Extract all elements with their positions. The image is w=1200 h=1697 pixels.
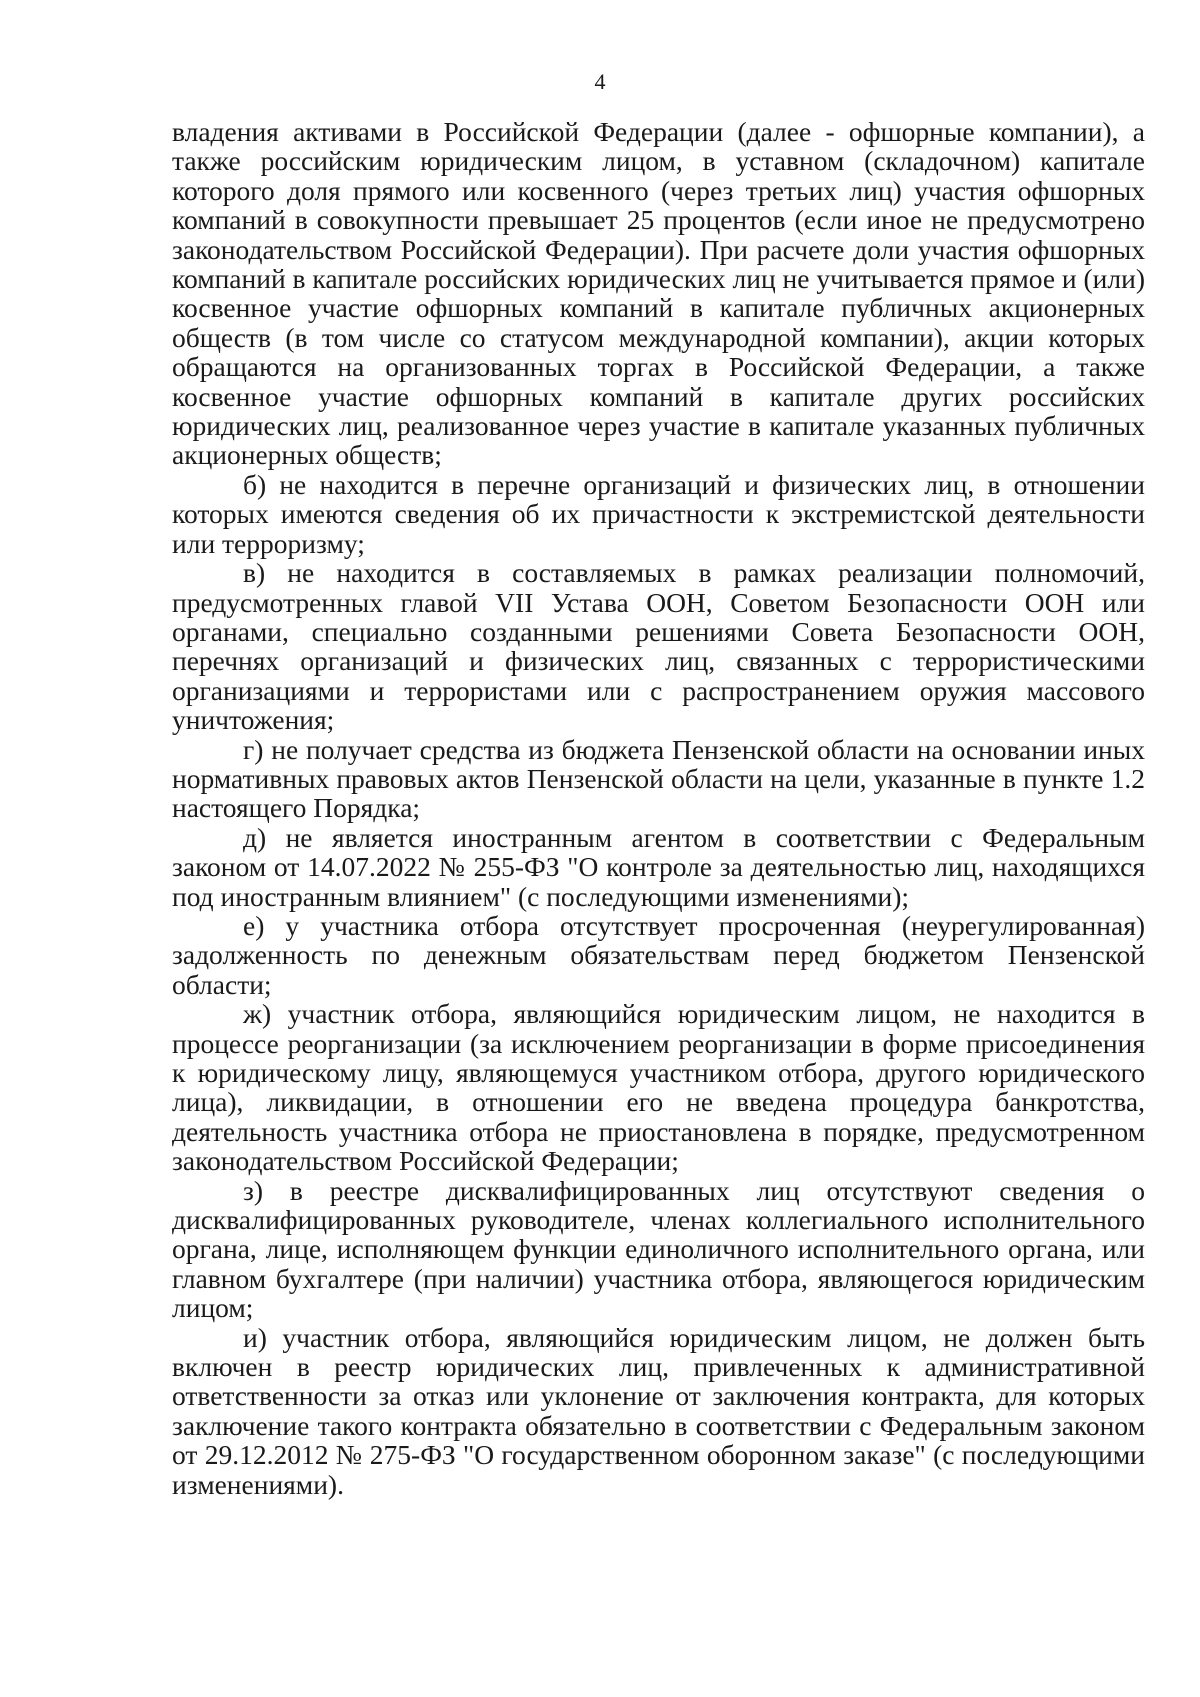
paragraph-item-d: д) не является иностранным агентом в соответствии с Федеральным законом от 14.07.2022 № 255-ФЗ "О контроле за деятельностью лиц, находящихся под иностранным влиянием" (с последующими изменениями); (172, 821, 1145, 912)
paragraph-item-v: в) не находится в составляемых в рамках реализации полномочий, предусмотренных главой VII Устава ООН, Советом Безопасности ООН или органами, специально созданными решениями Совета Безопасности ООН, перечнях организаций и физических лиц, связанных с террористическими организациями и террористами или с распространением оружия массового уничтожения; (172, 557, 1145, 736)
paragraph-item-i: и) участник отбора, являющийся юридическим лицом, не должен быть включен в реестр юридических лиц, привлеченных к административной ответственности за отказ или уклонение от заключения контракта, для которых заключение такого контракта обязательно в соответствии с Федеральным законом от 29.12.2012 № 275-ФЗ "О государственном оборонном заказе" (с последующими изменениями). (172, 1321, 1145, 1500)
paragraph-item-g: г) не получает средства из бюджета Пензенской области на основании иных нормативных правовых актов Пензенской области на цели, указанные в пункте 1.2 настоящего Порядка; (172, 733, 1145, 824)
paragraph-item-e: е) у участника отбора отсутствует просроченная (неурегулированная) задолженность по денежным обязательствам перед бюджетом Пензенской области; (172, 909, 1145, 1000)
paragraph-item-zh: ж) участник отбора, являющийся юридическим лицом, не находится в процессе реорганизации (за исключением реорганизации в форме присоединения к юридическому лицу, являющемуся участником отбора, другого юридического лица), ликвидации, в отношении его не введена процедура банкротства, деятельность участника отбора не приостановлена в порядке, предусмотренном законодательством Российской Федерации; (172, 998, 1145, 1177)
page-number: 4 (594, 69, 606, 94)
paragraph-continuation: владения активами в Российской Федерации (далее - офшорные компании), а также российским юридическим лицом, в уставном (складочном) капитале которого доля прямого или косвенного (через третьих лиц) участия офшорных компаний в совокупности превышает 25 процентов (если иное не предусмотрено законодательством Российской Федерации). При расчете доли участия офшорных компаний в капитале российских юридических лиц не учитывается прямое и (или) косвенное участие офшорных компаний в капитале публичных акционерных обществ (в том числе со статусом международной компании), акции которых обращаются на организованных торгах в Российской Федерации, а также косвенное участие офшорных компаний в капитале других российских юридических лиц, реализованное через участие в капитале указанных публичных акционерных обществ; (172, 116, 1146, 471)
paragraph-item-z: з) в реестре дисквалифицированных лиц отсутствуют сведения о дисквалифицированных руководителе, членах коллегиального исполнительного органа, лице, исполняющем функции единоличного исполнительного органа, или главном бухгалтере (при наличии) участника отбора, являющегося юридическим лицом; (172, 1174, 1145, 1324)
paragraph-item-b: б) не находится в перечне организаций и физических лиц, в отношении которых имеются сведения об их причастности к экстремистской деятельности или терроризму; (172, 468, 1145, 559)
document-body (172, 117, 1145, 1499)
